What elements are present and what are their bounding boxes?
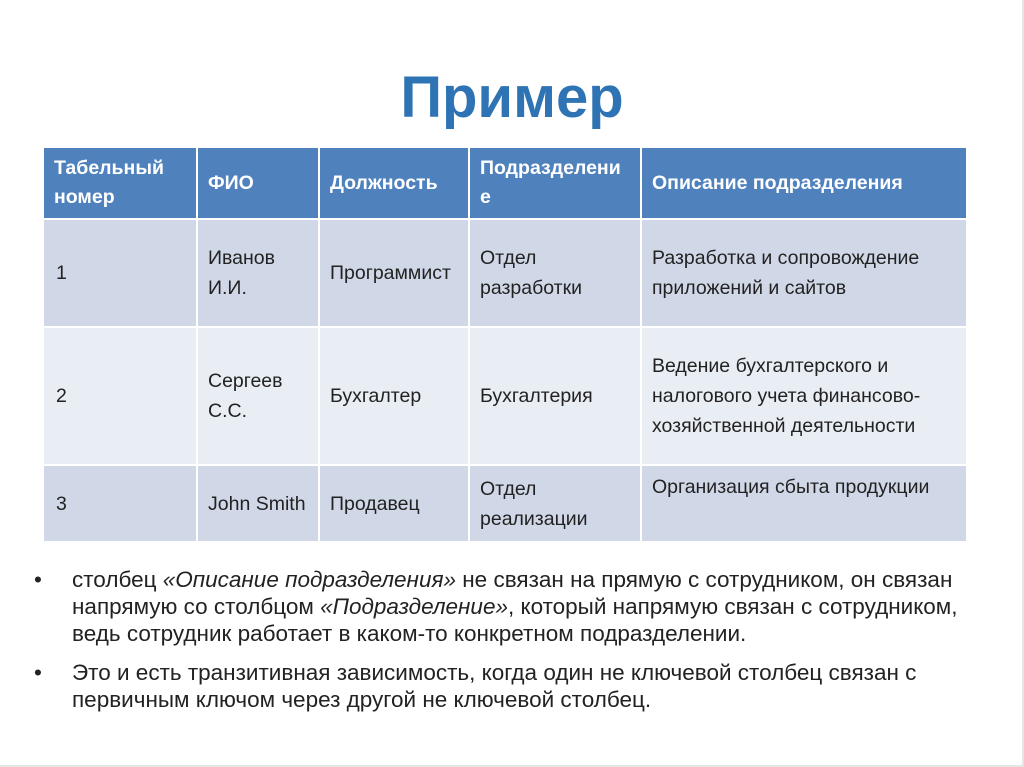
cell-position: Продавец: [319, 465, 469, 542]
table-row: [43, 465, 967, 542]
cell-department-description: Разработка и сопровождение приложений и сайтов: [641, 219, 967, 327]
cell-tab-number: 3: [43, 465, 197, 542]
cell-department-description: Ведение бухгалтерского и налогового учета финансово-хозяйственной деятельности: [641, 327, 967, 465]
table-body: [43, 219, 967, 542]
header-row: [43, 147, 967, 219]
cell-department: Отдел разработки: [469, 219, 641, 327]
cell-full-name: John Smith: [197, 465, 319, 542]
bullet-text-part: столбец: [72, 567, 163, 592]
cell-full-name: Иванов И.И.: [197, 219, 319, 327]
header-tab-number: Табельный номер: [43, 147, 197, 219]
bullet-mark: •: [34, 567, 42, 592]
header-position: Должность: [319, 147, 469, 219]
cell-full-name: Сергеев С.С.: [197, 327, 319, 465]
table-row: [43, 219, 967, 327]
bullet-text-part: не связан на прямую с сотрудником, он связан напрямую со столбцом: [72, 567, 953, 619]
bullet-text: Это и есть транзитивная зависимость, когда один не ключевой столбец связан с первичным ключом через другой не ключевой столбец.: [72, 660, 917, 712]
page-title: Пример: [400, 65, 624, 130]
bullet-text-part: , который напрямую связан с сотрудником, ведь сотрудник работает в каком-то конкретном подразделении.: [72, 594, 958, 646]
employee-table: [42, 146, 968, 543]
cell-tab-number: 1: [43, 219, 197, 327]
header-department: Подразделение: [469, 147, 641, 219]
bullet-item: [34, 659, 974, 713]
table-row: [43, 327, 967, 465]
bullet-item: [34, 566, 974, 647]
cell-department: Отдел реализации: [469, 465, 641, 542]
header-full-name: ФИО: [197, 147, 319, 219]
cell-department-description: Организация сбыта продукции: [641, 465, 967, 542]
bullet-emphasis: «Подразделение»: [320, 594, 508, 619]
bullet-emphasis: «Описание подразделения»: [162, 567, 456, 592]
bullet-mark: •: [34, 660, 42, 685]
table-header: [43, 147, 967, 219]
cell-tab-number: 2: [43, 327, 197, 465]
header-department-description: Описание подразделения: [641, 147, 967, 219]
cell-department: Бухгалтерия: [469, 327, 641, 465]
cell-position: Бухгалтер: [319, 327, 469, 465]
cell-position: Программист: [319, 219, 469, 327]
bullet-list: [34, 566, 974, 725]
